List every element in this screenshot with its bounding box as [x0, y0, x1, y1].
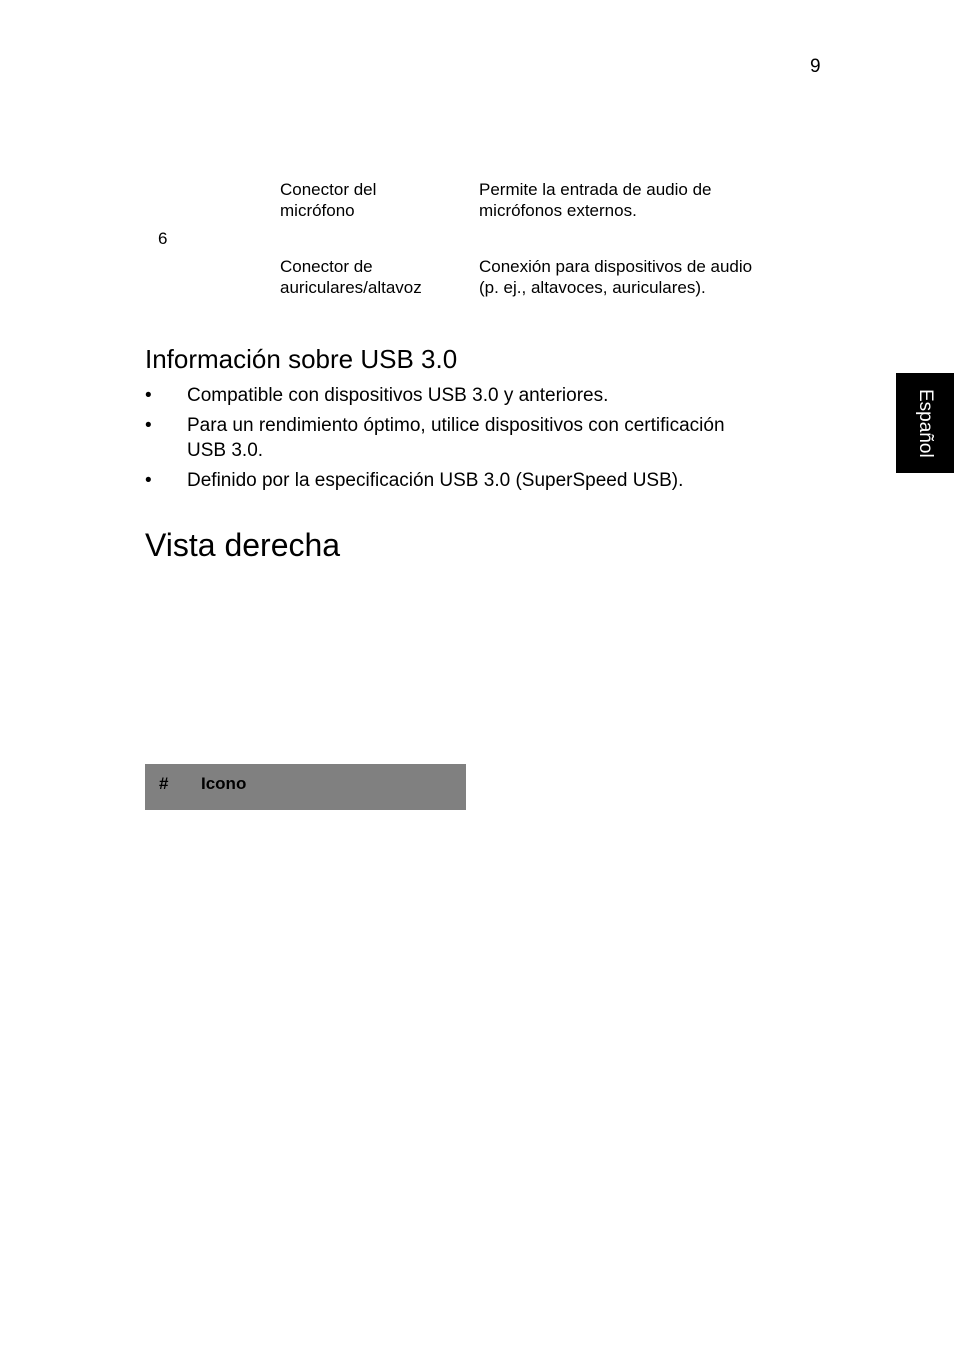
usb-bullet-list [145, 383, 785, 498]
bullet-text-line: Para un rendimiento óptimo, utilice dispositivos con certificación [187, 415, 725, 436]
list-item [145, 413, 785, 463]
connector-description-headphone [479, 256, 809, 298]
bullet-icon: • [145, 415, 152, 436]
language-tab-label: Español [915, 388, 936, 458]
connector-description-microphone [479, 179, 809, 221]
bullet-text-line: USB 3.0. [187, 440, 264, 461]
page-number: 9 [810, 56, 821, 77]
connector-description-line: Conexión para dispositivos de audio [479, 257, 753, 276]
bullet-text-line: Compatible con dispositivos USB 3.0 y anteriores. [187, 385, 609, 406]
right-view-heading: Vista derecha [145, 527, 341, 563]
bullet-icon: • [145, 470, 152, 491]
connector-description-line: Permite la entrada de audio de [479, 180, 712, 199]
connector-description-line: (p. ej., altavoces, auriculares). [479, 278, 706, 297]
bullet-text-line: Definido por la especificación USB 3.0 (SuperSpeed USB). [187, 470, 684, 491]
connector-name-line: auriculares/altavoz [280, 278, 422, 297]
language-tab [896, 373, 954, 473]
usb-section-heading: Información sobre USB 3.0 [145, 344, 458, 374]
right-view-table-header [145, 764, 466, 810]
bullet-icon: • [145, 385, 152, 406]
column-header-number: # [159, 774, 169, 793]
connector-name-microphone [280, 179, 460, 221]
connector-name-headphone [280, 256, 460, 298]
list-item [145, 383, 785, 408]
connector-name-line: Conector del [280, 180, 377, 199]
connector-name-line: Conector de [280, 257, 373, 276]
column-header-icon: Icono [201, 774, 247, 793]
connector-name-line: micrófono [280, 201, 355, 220]
list-item [145, 468, 785, 493]
row-number: 6 [158, 229, 168, 248]
connector-description-line: micrófonos externos. [479, 201, 637, 220]
